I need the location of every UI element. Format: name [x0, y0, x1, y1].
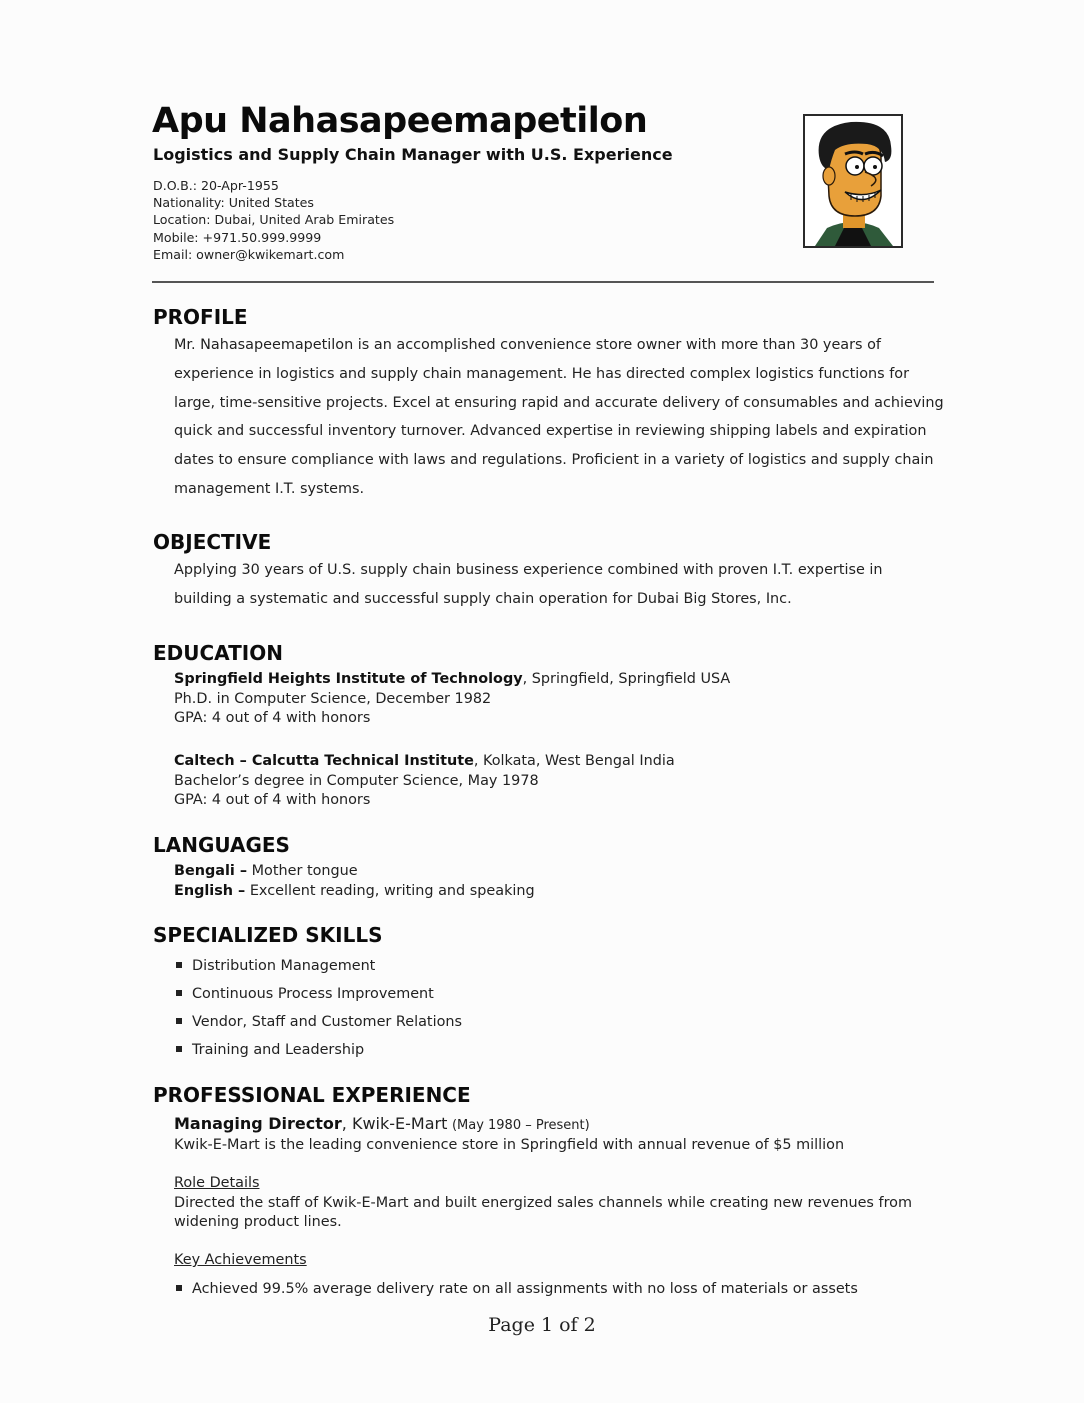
languages-heading: LANGUAGES	[153, 833, 290, 857]
objective-heading: OBJECTIVE	[153, 530, 272, 554]
degree: Ph.D. in Computer Science, December 1982	[174, 690, 492, 707]
company-summary: Kwik-E-Mart is the leading convenience store in Springfield with annual revenue of $5 million	[174, 1136, 845, 1153]
role-details-text: widening product lines.	[174, 1214, 342, 1230]
bullet-icon	[176, 990, 182, 996]
school-location: , Springfield, Springfield USA	[522, 671, 731, 687]
job-title: Managing Director	[174, 1114, 342, 1133]
role-details	[174, 1174, 912, 1233]
language-item: Bengali – Mother tongue	[174, 863, 358, 879]
key-achievements-label: Key Achievements	[174, 1252, 307, 1268]
job-dates: (May 1980 – Present)	[451, 1118, 590, 1133]
gpa: GPA: 4 out of 4 with honors	[174, 792, 371, 808]
cartoon-portrait-icon	[805, 116, 901, 246]
company-name: , Kwik-E-Mart	[341, 1114, 448, 1133]
education-entry	[174, 752, 675, 811]
location: Location: Dubai, United Arab Emirates	[153, 212, 395, 228]
achievements-list	[174, 1275, 858, 1303]
skills-list	[174, 952, 462, 1064]
school-location: , Kolkata, West Bengal India	[473, 753, 675, 769]
skill-item: Distribution Management	[174, 952, 462, 980]
key-achievements	[174, 1251, 307, 1271]
profile-heading: PROFILE	[153, 305, 248, 329]
candidate-headline: Logistics and Supply Chain Manager with U.S. Experience	[153, 145, 673, 164]
degree: Bachelor’s degree in Computer Science, May 1978	[174, 772, 539, 789]
school-name: Springfield Heights Institute of Technology	[174, 671, 523, 687]
bullet-icon	[176, 1285, 182, 1291]
mobile: Mobile: +971.50.999.9999	[153, 229, 322, 245]
language-item: English – Excellent reading, writing and speaking	[174, 882, 535, 899]
role-details-text: Directed the staff of Kwik-E-Mart and built energized sales channels while creating new revenues from	[174, 1194, 912, 1211]
experience-heading: PROFESSIONAL EXPERIENCE	[153, 1083, 471, 1107]
page-number: Page 1 of 2	[488, 1314, 596, 1336]
gpa: GPA: 4 out of 4 with honors	[174, 710, 371, 726]
education-entry	[174, 670, 730, 729]
skill-item: Continuous Process Improvement	[174, 980, 462, 1008]
achievement-item: Achieved 99.5% average delivery rate on all assignments with no loss of materials or assets	[174, 1275, 858, 1303]
email: Email: owner@kwikemart.com	[153, 246, 345, 262]
bullet-icon	[176, 1046, 182, 1052]
objective-text: Applying 30 years of U.S. supply chain business experience combined with proven I.T. expertise in building a systematic and successful supply chain operation for Dubai Big Stores, Inc.	[174, 562, 883, 607]
role-details-label: Role Details	[174, 1175, 260, 1191]
profile-photo	[803, 114, 903, 248]
skills-heading: SPECIALIZED SKILLS	[153, 923, 383, 947]
education-heading: EDUCATION	[153, 641, 283, 665]
job-header	[174, 1114, 844, 1155]
skill-item: Vendor, Staff and Customer Relations	[174, 1008, 462, 1036]
bullet-icon	[176, 1018, 182, 1024]
skill-item: Training and Leadership	[174, 1036, 462, 1064]
languages-list	[174, 862, 535, 901]
school-name: Caltech – Calcutta Technical Institute	[174, 753, 474, 769]
contact-block	[153, 177, 394, 263]
nationality: Nationality: United States	[153, 195, 314, 211]
header-divider	[152, 281, 934, 283]
candidate-name: Apu Nahasapeemapetilon	[152, 101, 648, 141]
dob: D.O.B.: 20-Apr-1955	[153, 178, 279, 193]
profile-text: Mr. Nahasapeemapetilon is an accomplished convenience store owner with more than 30 years of experience in logistics and supply chain management. He has directed complex logistics functions for large, time-sensitive projects. Excel at ensuring rapid and accurate delivery of consumables and achieving quick and successful inventory turnover. Advanced expertise in reviewing shipping labels and expiration dates to ensure compliance with laws and regulations. Proficient in a variety of logistics and supply chain management I.T. systems.	[174, 337, 944, 497]
bullet-icon	[176, 962, 182, 968]
